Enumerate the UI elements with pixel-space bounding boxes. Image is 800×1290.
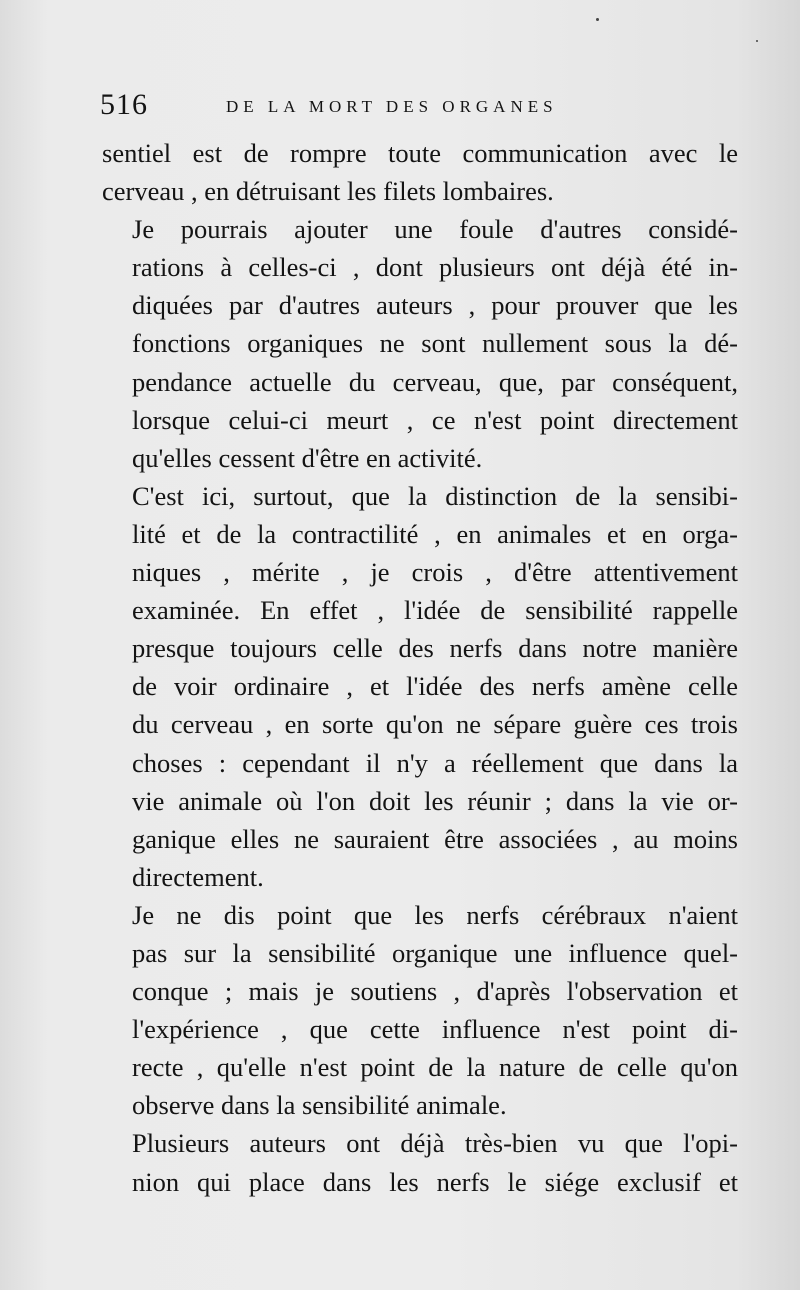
text-line: presque toujours celle des nerfs dans notre manière [132,633,738,664]
paragraph [102,210,738,477]
text-line: du cerveau , en sorte qu'on ne sépare guère ces trois [132,709,738,740]
body-text [102,134,738,1201]
text-line: lorsque celui-ci meurt , ce n'est point directement [132,404,738,435]
text-line: pendance actuelle du cerveau, que, par conséquent, [132,366,738,397]
text-line: C'est ici, surtout, que la distinction de la sensibi- [132,480,738,511]
text-line: conque ; mais je soutiens , d'après l'observation et [132,976,738,1007]
text-line: l'expérience , que cette influence n'est point di- [132,1014,738,1045]
ink-speck [596,18,599,21]
text-line: fonctions organiques ne sont nullement sous la dé- [132,328,738,359]
paragraph [102,896,738,1125]
text-line: Plusieurs auteurs ont déjà très-bien vu que l'opi- [132,1128,738,1159]
text-line: lité et de la contractilité , en animales et en orga- [132,518,738,549]
text-line: qu'elles cessent d'être en activité. [132,442,483,473]
page-number: 516 [100,88,148,121]
running-head: DE LA MORT DES ORGANES [226,97,558,116]
text-line: Je pourrais ajouter une foule d'autres considé- [132,214,738,245]
text-line: diquées par d'autres auteurs , pour prouver que les [132,290,738,321]
paragraph [102,1124,738,1200]
text-line: choses : cependant il n'y a réellement que dans la [132,747,738,778]
text-line: observe dans la sensibilité animale. [132,1090,507,1121]
text-line: cerveau , en détruisant les filets lombaires. [102,176,554,207]
text-line: nion qui place dans les nerfs le siége exclusif et [132,1166,738,1197]
page-header [100,88,740,128]
text-line: ganique elles ne sauraient être associées , au moins [132,823,738,854]
text-line: vie animale où l'on doit les réunir ; dans la vie or- [132,785,738,816]
text-line: pas sur la sensibilité organique une influence quel- [132,937,738,968]
text-line: directement. [132,861,264,892]
paragraph [102,134,738,210]
text-line: rations à celles-ci , dont plusieurs ont déjà été in- [132,252,738,283]
text-line: de voir ordinaire , et l'idée des nerfs amène celle [132,671,738,702]
text-line: niques , mérite , je crois , d'être attentivement [132,557,738,588]
text-line: recte , qu'elle n'est point de la nature de celle qu'on [132,1052,738,1083]
text-line: sentiel est de rompre toute communication avec le [102,138,738,168]
paragraph [102,477,738,896]
ink-speck [756,40,758,42]
text-line: examinée. En effet , l'idée de sensibilité rappelle [132,595,738,626]
text-line: Je ne dis point que les nerfs cérébraux n'aient [132,899,738,930]
